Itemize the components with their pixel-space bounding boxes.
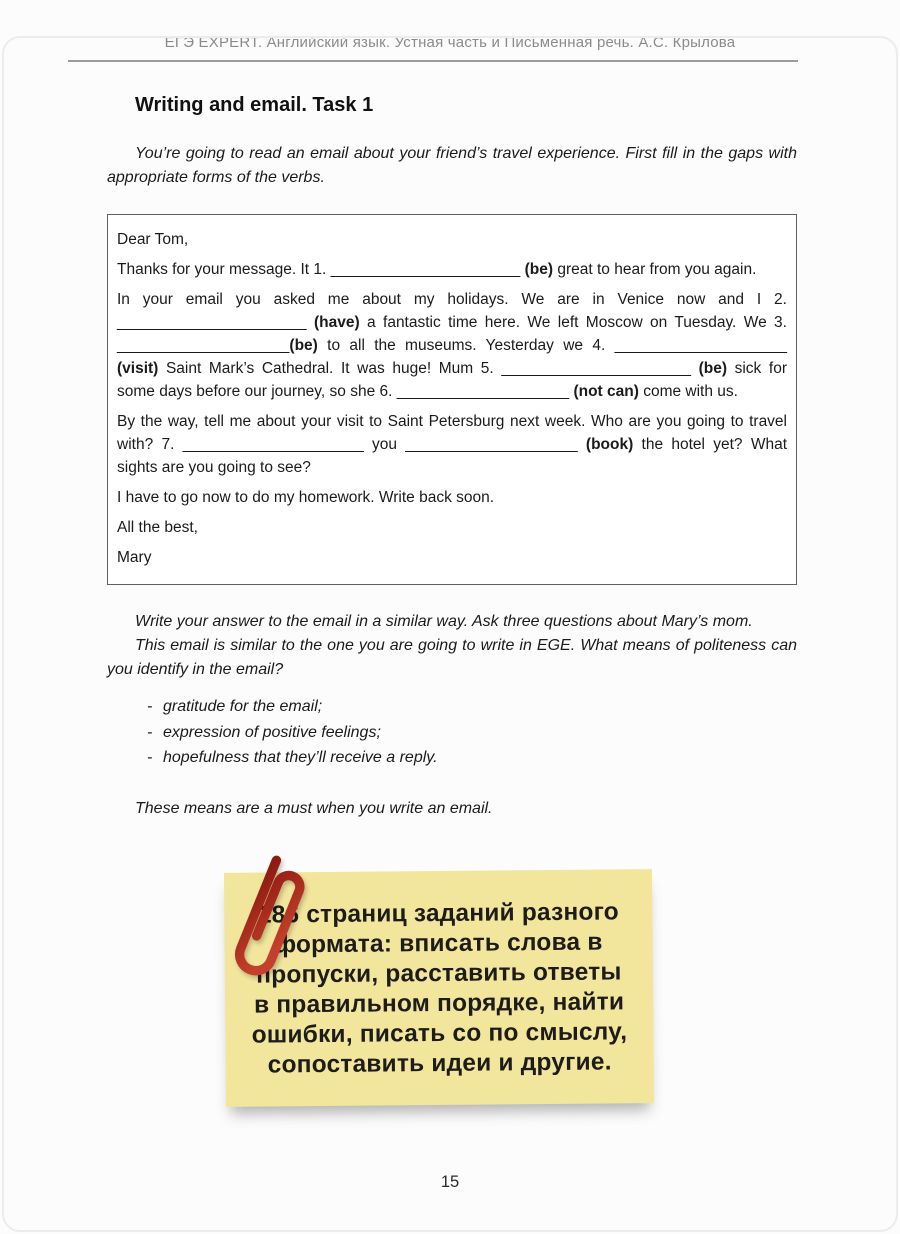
list-item: - hopefulness that they’ll receive a reply. (147, 749, 438, 766)
email-paragraph: Thanks for your message. It 1. ______________________ (be) great to hear from you again. (117, 261, 757, 278)
sticky-note-line: ошибки, писать со по смыслу, (251, 1017, 628, 1049)
closing-remark: These means are a must when you write an email. (135, 799, 493, 817)
followup-instruction-2: This email is similar to the one you are going to write in EGE. What means of politeness can you identify in the email? (107, 637, 797, 678)
page-title: Writing and email. Task 1 (135, 94, 374, 116)
email-paragraph: Mary (117, 549, 152, 566)
sticky-note-line: сопоставить идеи и другие. (267, 1047, 612, 1078)
paperclip-icon (221, 847, 317, 997)
email-paragraph: Dear Tom, (117, 231, 189, 248)
sticky-note-line: пропуски, расставить ответы (256, 957, 622, 989)
email-paragraph: By the way, tell me about your visit to Saint Petersburg next week. Who are you going to travel with? 7. _____________________ you ____________________ (book) the hotel yet? What sights are you going to see? (117, 413, 788, 476)
email-paragraph: In your email you asked me about my holidays. We are in Venice now and I 2. ______________________ (have) a fantastic time here. We left Moscow on Tuesday. We 3. ____________________(be) to all the museums. Yesterday we 4. ____________________ (visit) Saint Mark’s Cathedral. It was huge! Mum 5. ______________________ (be) sick for some days before our journey, so she 6. ____________________ (not can) come with us. (117, 291, 787, 400)
sticky-note-line: формата: вписать слова в (274, 928, 603, 958)
list-item: - expression of positive feelings; (147, 723, 381, 741)
politeness-means-list (107, 694, 797, 771)
header-divider (68, 60, 798, 62)
sticky-note-line: в правильном порядке, найти (253, 987, 625, 1019)
page-number: 15 (440, 1173, 460, 1191)
email-text-box (107, 214, 797, 585)
followup-instruction-1: Write your answer to the email in a similar way. Ask three questions about Mary’s mom. (135, 613, 753, 630)
email-paragraph: I have to go now to do my homework. Write back soon. (117, 489, 495, 506)
book-running-header: ЕГЭ EXPERT. Английский язык. Устная часть и Письменная речь. А.С. Крылова (164, 34, 736, 51)
email-paragraph: All the best, (117, 519, 198, 536)
list-item: - gratitude for the email; (147, 698, 323, 715)
sticky-note (225, 871, 653, 1105)
task-instructions: You’re going to read an email about your friend’s travel experience. First fill in the gaps with appropriate forms of the verbs. (107, 145, 797, 186)
page-content (107, 94, 797, 1105)
sticky-note-line: 186 страниц заданий разного (257, 897, 620, 929)
